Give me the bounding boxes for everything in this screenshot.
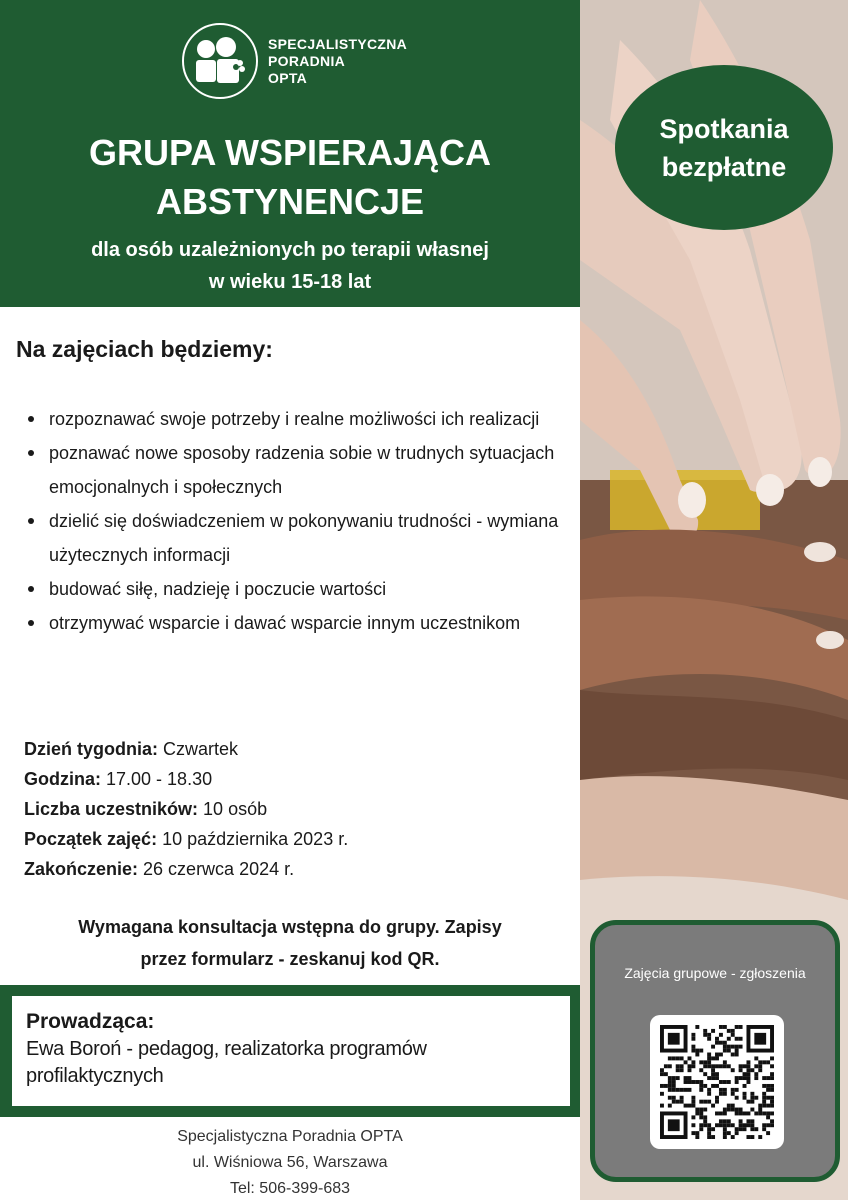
list-item: poznawać nowe sposoby radzenia sobie w trudnych sytuacjach emocjonalnych i społecznych	[28, 436, 568, 504]
page-subtitle	[0, 234, 580, 298]
detail-label: Zakończenie:	[24, 859, 139, 879]
logo-line-1: SPECJALISTYCZNA	[268, 36, 408, 52]
detail-label: Godzina:	[24, 769, 101, 789]
detail-value: 10 osób	[198, 799, 268, 819]
leader-box	[12, 996, 570, 1106]
detail-row-time	[24, 764, 348, 794]
registration-notice	[20, 911, 560, 975]
leader-section	[0, 985, 580, 1117]
footer-org-name: Specjalistyczna Poradnia OPTA	[177, 1128, 403, 1145]
qr-signup-card	[590, 920, 840, 1182]
subtitle-line-1: dla osób uzależnionych po terapii własnej	[91, 239, 489, 261]
badge-line-2: bezpłatne	[661, 151, 787, 182]
title-line-1: GRUPA WSPIERAJĄCA	[88, 132, 492, 173]
detail-value: 10 października 2023 r.	[157, 829, 349, 849]
qr-caption: Zajęcia grupowe - zgłoszenia	[624, 965, 806, 981]
list-item: dzielić się doświadczeniem w pokonywaniu trudności - wymiana użytecznych informacji	[28, 504, 568, 572]
leader-line-1: Ewa Boroń - pedagog, realizatorka programów	[26, 1038, 427, 1060]
people-logo-icon	[184, 25, 256, 97]
detail-row-end	[24, 854, 348, 884]
detail-row-day	[24, 734, 348, 764]
detail-label: Liczba uczestników:	[24, 799, 199, 819]
list-item: otrzymywać wsparcie i dawać wsparcie innym uczestnikom	[28, 606, 568, 640]
footer-phone: Tel: 506-399-683	[229, 1180, 351, 1197]
detail-row-start	[24, 824, 348, 854]
subtitle-line-2: w wieku 15-18 lat	[208, 271, 372, 293]
detail-value: 26 czerwca 2024 r.	[138, 859, 295, 879]
footer-contact	[0, 1124, 580, 1200]
meeting-details	[24, 734, 348, 884]
free-meetings-badge	[615, 65, 833, 230]
title-line-2: ABSTYNENCJE	[155, 181, 425, 222]
leader-line-2: profilaktycznych	[26, 1065, 164, 1087]
detail-row-participants	[24, 794, 348, 824]
footer-address: ul. Wiśniowa 56, Warszawa	[192, 1154, 388, 1171]
qr-code-icon	[660, 1025, 774, 1139]
list-item: rozpoznawać swoje potrzeby i realne możliwości ich realizacji	[28, 402, 568, 436]
detail-value: Czwartek	[158, 739, 239, 759]
leader-title: Prowadząca:	[26, 1010, 155, 1033]
logo-line-3: OPTA	[268, 70, 308, 86]
notice-line-2: przez formularz - zeskanuj kod QR.	[140, 949, 440, 969]
logo-line-2: PORADNIA	[268, 53, 346, 69]
qr-code[interactable]	[650, 1015, 784, 1149]
activities-heading: Na zajęciach będziemy:	[16, 336, 273, 362]
opta-logo	[182, 23, 258, 99]
activities-list	[28, 402, 568, 640]
detail-value: 17.00 - 18.30	[101, 769, 213, 789]
detail-label: Dzień tygodnia:	[24, 739, 158, 759]
list-item: budować siłę, nadzieję i poczucie wartości	[28, 572, 568, 606]
notice-line-1: Wymagana konsultacja wstępna do grupy. Zapisy	[78, 917, 502, 937]
header-banner	[0, 0, 580, 307]
badge-line-1: Spotkania	[659, 113, 789, 144]
logo-wordmark	[268, 36, 407, 87]
page-title	[0, 128, 580, 226]
detail-label: Początek zajęć:	[24, 829, 158, 849]
